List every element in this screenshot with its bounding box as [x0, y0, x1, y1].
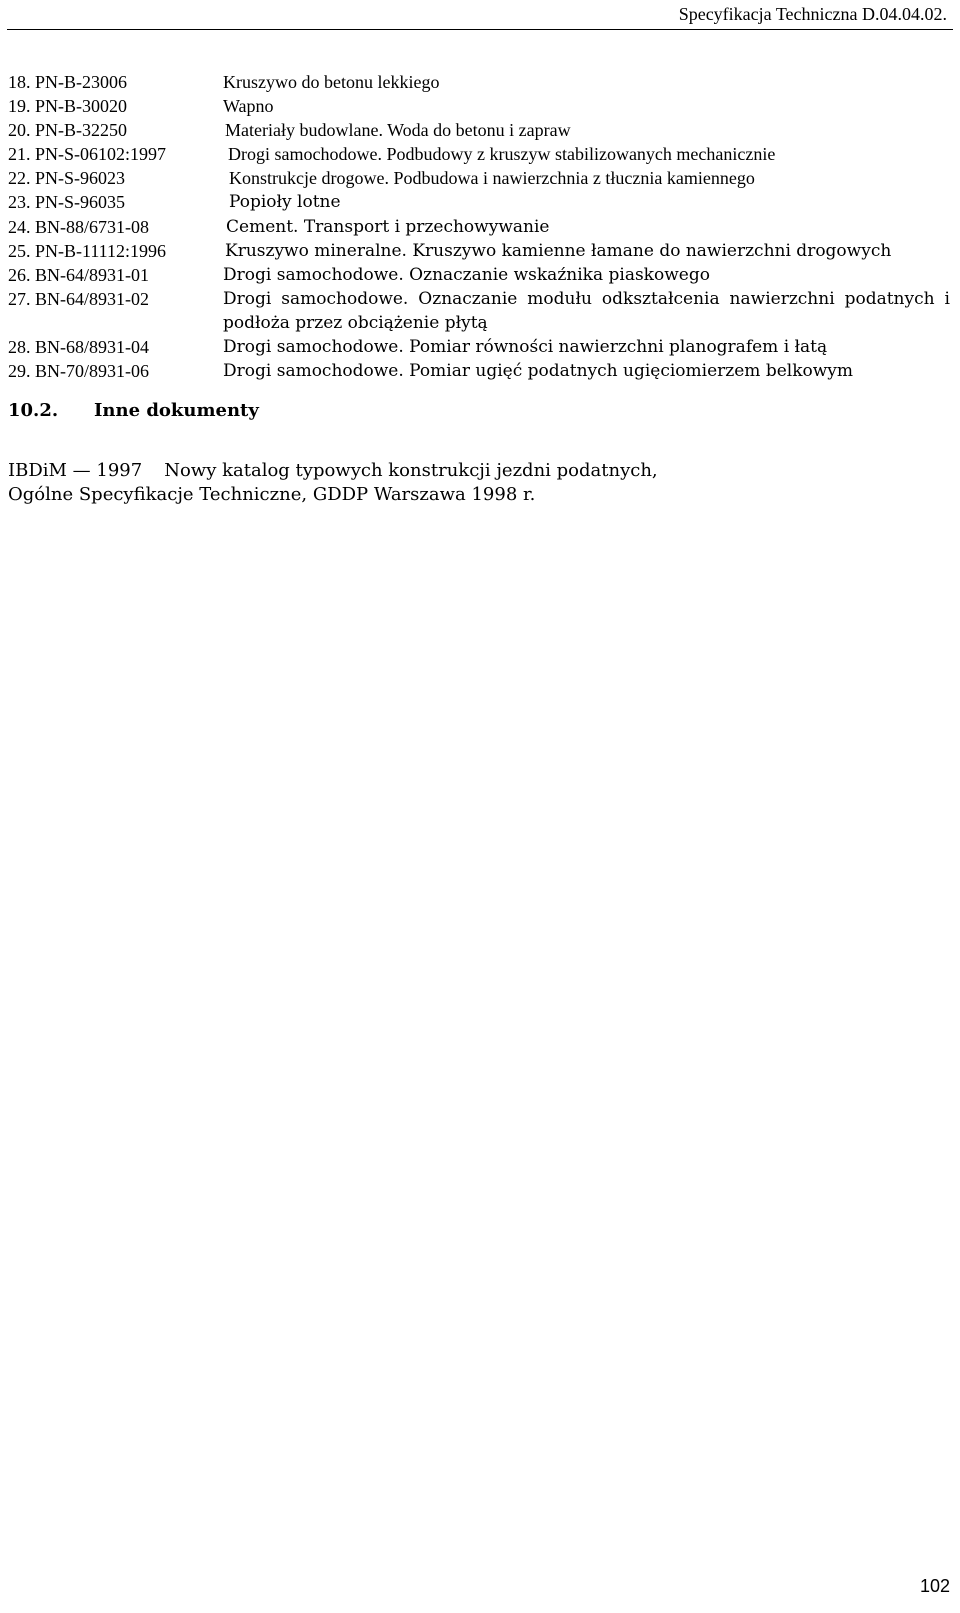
reference-title: Popioły lotne: [229, 192, 341, 213]
other-document-line: [8, 482, 535, 508]
reference-code: 21. PN-S-06102:1997: [8, 144, 167, 165]
document-description-line-1: Nowy katalog typowych konstrukcji jezdni podatnych,: [164, 460, 658, 481]
reference-title: Kruszywo mineralne. Kruszywo kamienne łamane do nawierzchni drogowych: [225, 240, 892, 261]
reference-code: 23. PN-S-96035: [8, 192, 126, 213]
reference-title: Kruszywo do betonu lekkiego: [223, 72, 440, 92]
reference-list: [8, 70, 950, 383]
reference-item: [8, 118, 950, 142]
reference-item: [8, 190, 950, 214]
reference-code: 18. PN-B-23006: [8, 72, 128, 92]
page-number: 102: [919, 1576, 950, 1596]
reference-code: 24. BN-88/6731-08: [8, 216, 149, 237]
section-heading: [8, 400, 259, 422]
reference-item: [8, 263, 950, 287]
reference-code: 29. BN-70/8931-06: [8, 361, 149, 382]
reference-title: Drogi samochodowe. Pomiar równości nawierzchni planografem i łatą: [223, 337, 828, 358]
header-divider: [7, 29, 953, 30]
section-title: Inne dokumenty: [94, 400, 259, 421]
reference-code: 19. PN-B-30020: [8, 96, 128, 117]
reference-title: Drogi samochodowe. Oznaczanie wskaźnika piaskowego: [223, 264, 710, 285]
reference-item: [8, 335, 950, 359]
reference-item: [8, 287, 950, 335]
reference-title: Wapno: [223, 96, 274, 117]
reference-code: 26. BN-64/8931-01: [8, 264, 149, 285]
reference-title: Materiały budowlane. Woda do betonu i zapraw: [225, 120, 571, 141]
reference-item: [8, 359, 950, 383]
reference-item: [8, 142, 950, 166]
reference-item: [8, 239, 950, 263]
document-source: IBDiM — 1997: [8, 460, 143, 481]
document-header-title: Specyfikacja Techniczna D.04.04.02.: [678, 4, 947, 24]
reference-title: Drogi samochodowe. Oznaczanie modułu odkształcenia nawierzchni podatnych i podłoża przez obciążenie płytą: [223, 288, 950, 333]
reference-item: [8, 70, 950, 94]
reference-title: Cement. Transport i przechowywanie: [226, 216, 550, 237]
reference-code: 27. BN-64/8931-02: [8, 288, 149, 309]
reference-item: [8, 94, 950, 118]
reference-title: Drogi samochodowe. Pomiar ugięć podatnych ugięciomierzem belkowym: [223, 361, 854, 382]
reference-item: [8, 166, 950, 190]
reference-title: Konstrukcje drogowe. Podbudowa i nawierzchnia z tłucznia kamiennego: [229, 168, 755, 189]
document-description-line-2: Ogólne Specyfikacje Techniczne, GDDP Warszawa 1998 r.: [8, 484, 536, 505]
other-document-line: [8, 458, 658, 484]
reference-code: 20. PN-B-32250: [8, 120, 128, 141]
reference-code: 25. PN-B-11112:1996: [8, 240, 167, 261]
section-number: 10.2.: [8, 400, 59, 421]
reference-code: 22. PN-S-96023: [8, 168, 126, 189]
reference-code: 28. BN-68/8931-04: [8, 337, 149, 358]
reference-item: [8, 215, 950, 239]
reference-title: Drogi samochodowe. Podbudowy z kruszyw stabilizowanych mechanicznie: [228, 144, 776, 165]
